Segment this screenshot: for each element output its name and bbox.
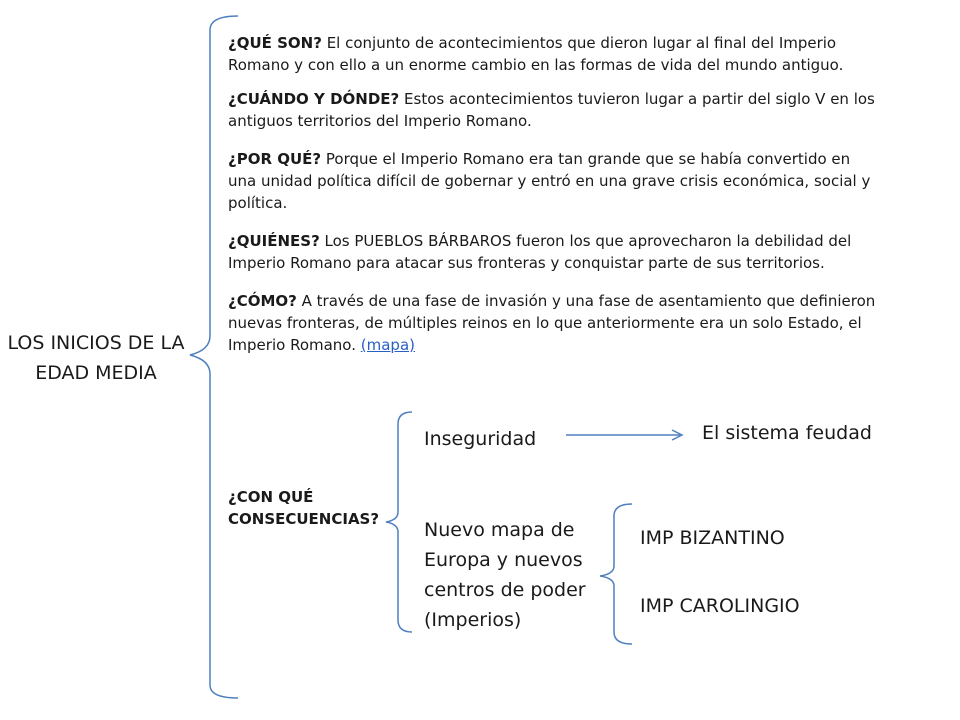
question-label: ¿CUÁNDO Y DÓNDE? — [228, 90, 400, 108]
question-text: Porque el Imperio Romano era tan grande que se había convertido en una unidad política difícil de gobernar y entró en una grave crisis económica, social y política. — [228, 150, 871, 212]
byzantine-empire-node: IMP BIZANTINO — [640, 527, 785, 549]
consequences-label: ¿CON QUÉ CONSECUENCIAS? — [228, 488, 380, 528]
question-por-que — [228, 148, 878, 214]
question-cuando-donde — [228, 88, 878, 132]
question-label: ¿POR QUÉ? — [228, 150, 322, 168]
question-como — [228, 290, 878, 356]
question-text: Estos acontecimientos tuvieron lugar a partir del siglo V en los antiguos territorios del Imperio Romano. — [228, 90, 875, 130]
question-que-son — [228, 32, 878, 76]
question-label: ¿CÓMO? — [228, 292, 297, 310]
question-quienes — [228, 230, 878, 274]
diagram-title: LOS INICIOS DE LA EDAD MEDIA — [7, 332, 185, 384]
feudal-system-node: El sistema feudad — [702, 422, 872, 444]
insecurity-node: Inseguridad — [424, 428, 537, 450]
empires-brace — [600, 504, 632, 644]
question-label: ¿QUÉ SON? — [228, 34, 322, 52]
carolingian-empire-node: IMP CAROLINGIO — [640, 595, 800, 617]
question-text: El conjunto de acontecimientos que dieron lugar al final del Imperio Romano y con ello a un enorme cambio en las formas de vida del mundo antiguo. — [228, 34, 844, 74]
map-link[interactable]: (mapa) — [360, 336, 415, 354]
new-map-node: Nuevo mapa de Europa y nuevos centros de poder (Imperios) — [424, 519, 586, 631]
question-text: Los PUEBLOS BÁRBAROS fueron los que aprovecharon la debilidad del Imperio Romano para atacar sus fronteras y conquistar parte de sus territorios. — [228, 232, 852, 272]
question-text: A través de una fase de invasión y una fase de asentamiento que definieron nuevas fronteras, de múltiples reinos en lo que anteriormente era un solo Estado, el Imperio Romano. — [228, 292, 876, 354]
question-label: ¿QUIÉNES? — [228, 232, 320, 250]
